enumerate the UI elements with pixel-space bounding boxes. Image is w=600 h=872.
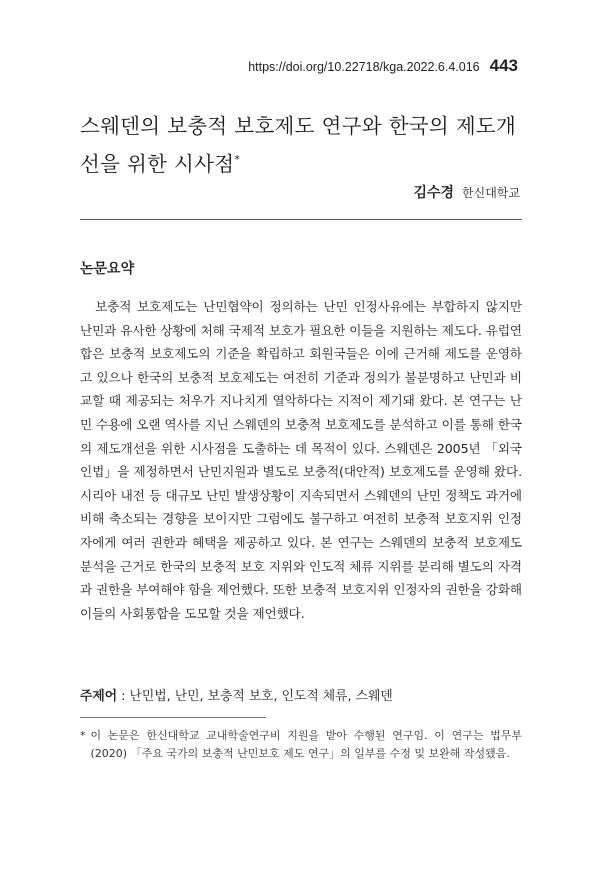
page-number: 443: [489, 56, 518, 75]
footnote-mark: *: [80, 729, 86, 742]
keywords: [80, 685, 393, 704]
abstract-heading: 논문요약: [80, 261, 135, 277]
doi-link[interactable]: https://doi.org/10.22718/kga.2022.6.4.016: [248, 60, 480, 74]
keywords-terms: 난민법, 난민, 보충적 보호, 인도적 체류, 스웨덴: [129, 689, 393, 704]
author-line: [413, 182, 520, 202]
author-name: 김수경: [413, 185, 455, 201]
paper-title: [80, 110, 530, 181]
title-divider: [80, 219, 522, 220]
paper-title-text: 스웨덴의 보충적 보호제도 연구와 한국의 제도개선을 위한 시사점: [80, 114, 517, 176]
footnote: [80, 727, 522, 762]
title-footnote-mark[interactable]: *: [234, 153, 241, 166]
abstract-body: 보충적 보호제도는 난민협약이 정의하는 난민 인정사유에는 부합하지 않지만 난민과 유사한 상황에 처해 국제적 보호가 필요한 이들을 지원하는 제도다. 유럽연합은 보충적 보호제도의 기준을 확립하고 회원국들은 이에 근거해 제도를 운영하고 있으나 한국의 보충적 보호제도는 여전히 기준과 정의가 불분명하고 난민과 비교할 때 제공되는 처우가 지나치게 열악하다는 지적이 제기돼 왔다. 본 연구는 난민 수용에 오랜 역사를 지닌 스웨덴의 보충적 보호제도를 분석하고 이를 통해 한국의 제도개선을 위한 시사점을 도출하는 데 목적이 있다. 스웨덴은 2005년 「외국인법」을 제정하면서 난민지원과 별도로 보충적(대안적) 보호제도를 운영해 왔다. 시리아 내전 등 대규모 난민 발생상황이 지속되면서 스웨덴의 난민 정책도 과거에 비해 축소되는 경향을 보이지만 그럼에도 불구하고 여전히 보충적 보호지위 인정자에게 여러 권한과 혜택을 제공하고 있다. 본 연구는 스웨덴의 보충적 보호제도 분석을 근거로 한국의 보충적 보호 지위와 인도적 체류 지위를 분리해 별도의 자격과 권한을 부여해야 함을 제언했다. 또한 보충적 보호지위 인정자의 권한을 강화해 이들의 사회통합을 도모할 것을 제언했다.: [80, 299, 522, 621]
footnote-divider: [80, 717, 266, 718]
footnote-text: 이 논문은 한신대학교 교내학술연구비 지원을 받아 수행된 연구임. 이 연구는 법무부(2020) 「주요 국가의 보충적 난민보호 제도 연구」의 일부를 수정 및 보완해 작성됐음.: [90, 729, 522, 760]
page-header: [248, 56, 518, 76]
author-affiliation: 한신대학교: [462, 186, 520, 200]
keywords-separator: :: [117, 689, 130, 704]
keywords-label: 주제어: [80, 689, 118, 704]
